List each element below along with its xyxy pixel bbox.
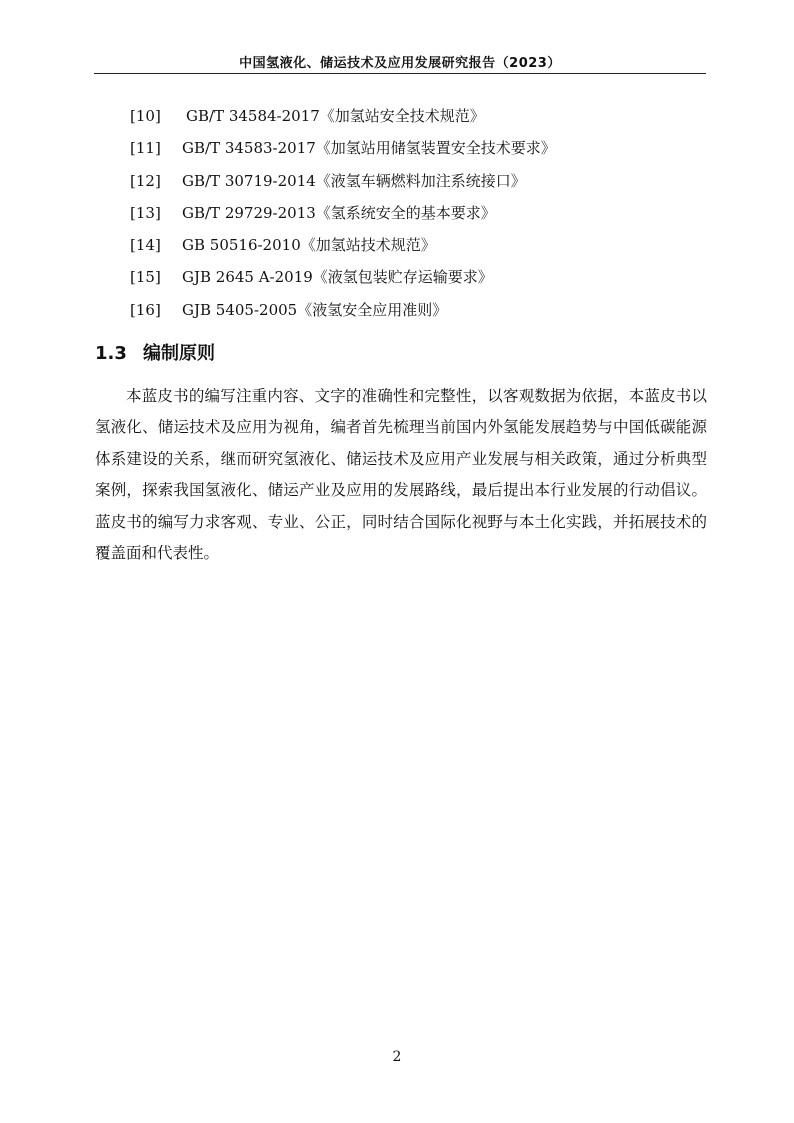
reference-number: [13] <box>130 203 161 222</box>
reference-item <box>130 232 710 264</box>
reference-number: [14] <box>130 236 161 255</box>
reference-number: [12] <box>130 171 161 190</box>
reference-list <box>130 103 710 329</box>
reference-text: GB 50516-2010《加氢站技术规范》 <box>182 236 436 255</box>
reference-number: [10] <box>130 107 161 125</box>
section-title: 编制原则 <box>143 343 215 364</box>
reference-text: GB/T 29729-2013《氢系统安全的基本要求》 <box>182 203 496 222</box>
reference-item <box>130 103 710 135</box>
header-divider <box>94 73 706 74</box>
reference-number: [15] <box>130 268 161 287</box>
reference-item <box>130 264 710 296</box>
body-paragraph: 本蓝皮书的编写注重内容、文字的准确性和完整性，以客观数据为依据，本蓝皮书以氢液化、储运技术及应用为视角，编者首先梳理当前国内外氢能发展趋势与中国低碳能源体系建设的关系，继而研究氢液化、储运技术及应用产业发展与相关政策，通过分析典型案例，探索我国氢液化、储运产业及应用的发展路线，最后提出本行业发展的行动倡议。蓝皮书的编写力求客观、专业、公正，同时结合国际化视野与本土化实践，并拓展技术的覆盖面和代表性。 <box>95 387 707 563</box>
running-header: 中国氢液化、储运技术及应用发展研究报告（2023） <box>239 56 561 71</box>
reference-text: GB/T 34584-2017《加氢站安全技术规范》 <box>186 107 485 125</box>
reference-text: GB/T 34583-2017《加氢站用储氢装置安全技术要求》 <box>182 139 556 158</box>
reference-text: GJB 2645 A-2019《液氢包装贮存运输要求》 <box>182 268 493 287</box>
reference-item <box>130 168 710 200</box>
reference-item <box>130 297 710 329</box>
section-number: 1.3 <box>95 343 127 364</box>
reference-item <box>130 135 710 167</box>
reference-text: GB/T 30719-2014《液氢车辆燃料加注系统接口》 <box>182 171 526 190</box>
page-number: 2 <box>392 1049 402 1065</box>
reference-number: [16] <box>130 300 161 319</box>
reference-text: GJB 5405-2005《液氢安全应用准则》 <box>182 300 448 319</box>
reference-item <box>130 200 710 232</box>
section-heading <box>95 341 215 367</box>
reference-number: [11] <box>130 139 161 158</box>
